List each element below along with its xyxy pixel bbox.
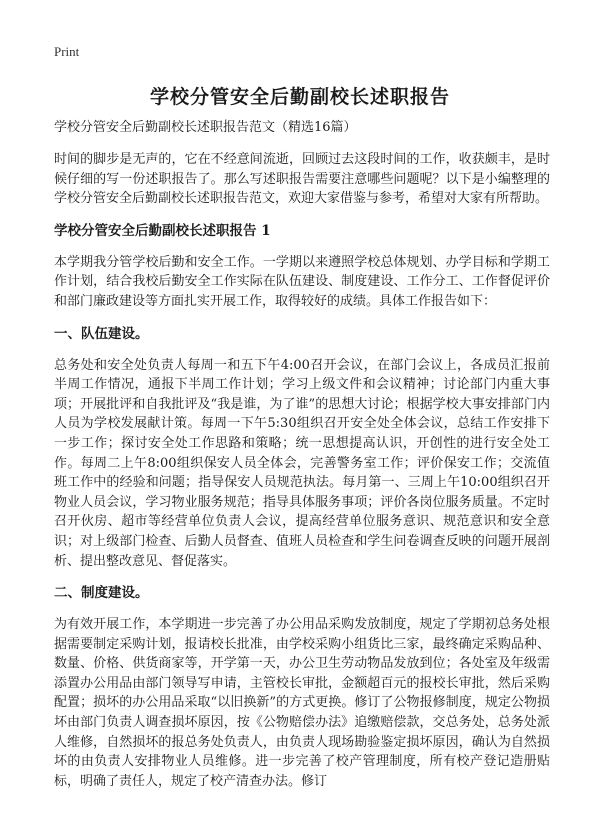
- article-body: [54, 118, 550, 803]
- document-title: 学校分管安全后勤副校长述职报告: [149, 86, 450, 108]
- section-body-rules: 为有效开展工作，本学期进一步完善了办公用品采购发放制度，规定了学期初总务处根据需要制定采购计划，报请校长批准，由学校采购小组货比三家，最终确定采购品种、数量、价格、供货商家等，开学第一天，办公卫生劳动物品发放到位；各处室及年级需添置办公用品由部门领导写申请，主管校长审批，金额超百元的报校长审批，然后采购配置；损坏的办公用品采取“以旧换新”的方式更换。修订了公物报修制度，规定公物损坏由部门负责人调查损坏原因，按《公物赔偿办法》追缴赔偿款，交总务处，总务处派人维修，自然损坏的报总务处负责人，由负责人现场勘验鉴定损坏原因，确认为自然损坏的由负责人安排物业人员维修。进一步完善了校产管理制度，所有校产登记造册贴标，明确了责任人，规定了校产清查办法。修订: [54, 617, 550, 789]
- report-intro-paragraph: 本学期我分管学校后勤和安全工作。一学期以来遵照学校总体规划、办学目标和学期工作计划，结合我校后勤安全工作实际在队伍建设、制度建设、工作分工、工作督促评价和部门廉政建设等方面扎实开展工作，取得较好的成绩。具体工作报告如下：: [54, 254, 550, 309]
- section-body-team: 总务处和安全处负责人每周一和五下午4:00召开会议，在部门会议上，各成员汇报前半周工作情况，通报下半周工作计划；学习上级文件和会议精神；讨论部门内重大事项；开展批评和自我批评及“我是谁，为了谁”的思想大讨论；根据学校大事安排部门内人员为学校发展献计策。每周一下午5:30组织召开安全处全体会议，总结工作安排下一步工作；探讨安全处工作思路和策略；统一思想提高认识，开创性的进行安全处工作。每周二上午8:00组织保安人员全体会，完善警务室工作；评价保安工作；交流值班工作中的经验和问题；指导保安人员规范执法。每月第一、三周上午10:00组织召开物业人员会议，学习物业服务规范；指导具体服务事项；评价各岗位服务质量。不定时召开伙房、超市等经营单位负责人会议，提高经营单位服务意识、规范意识和安全意识；对上级部门检查、后勤人员督查、值班人员检查和学生问卷调查反映的问题开展剖析、提出整改意见、督促落实。: [54, 357, 550, 569]
- report-heading: 学校分管安全后勤副校长述职报告 1: [54, 222, 271, 239]
- section-heading-rules: 二、制度建设。: [54, 585, 149, 602]
- print-label[interactable]: Print: [54, 44, 80, 59]
- intro-paragraph: 时间的脚步是无声的，它在不经意间流逝，回顾过去这段时间的工作，收获颇丰，是时候仔细的写一份述职报告了。那么写述职报告需要注意哪些问题呢？以下是小编整理的学校分管安全后勤副校长述职报告范文，欢迎大家借鉴与参考，希望对大家有所帮助。: [54, 152, 550, 207]
- section-heading-team: 一、队伍建设。: [54, 325, 149, 342]
- article-subtitle: 学校分管安全后勤副校长述职报告范文（精选16篇）: [54, 120, 357, 135]
